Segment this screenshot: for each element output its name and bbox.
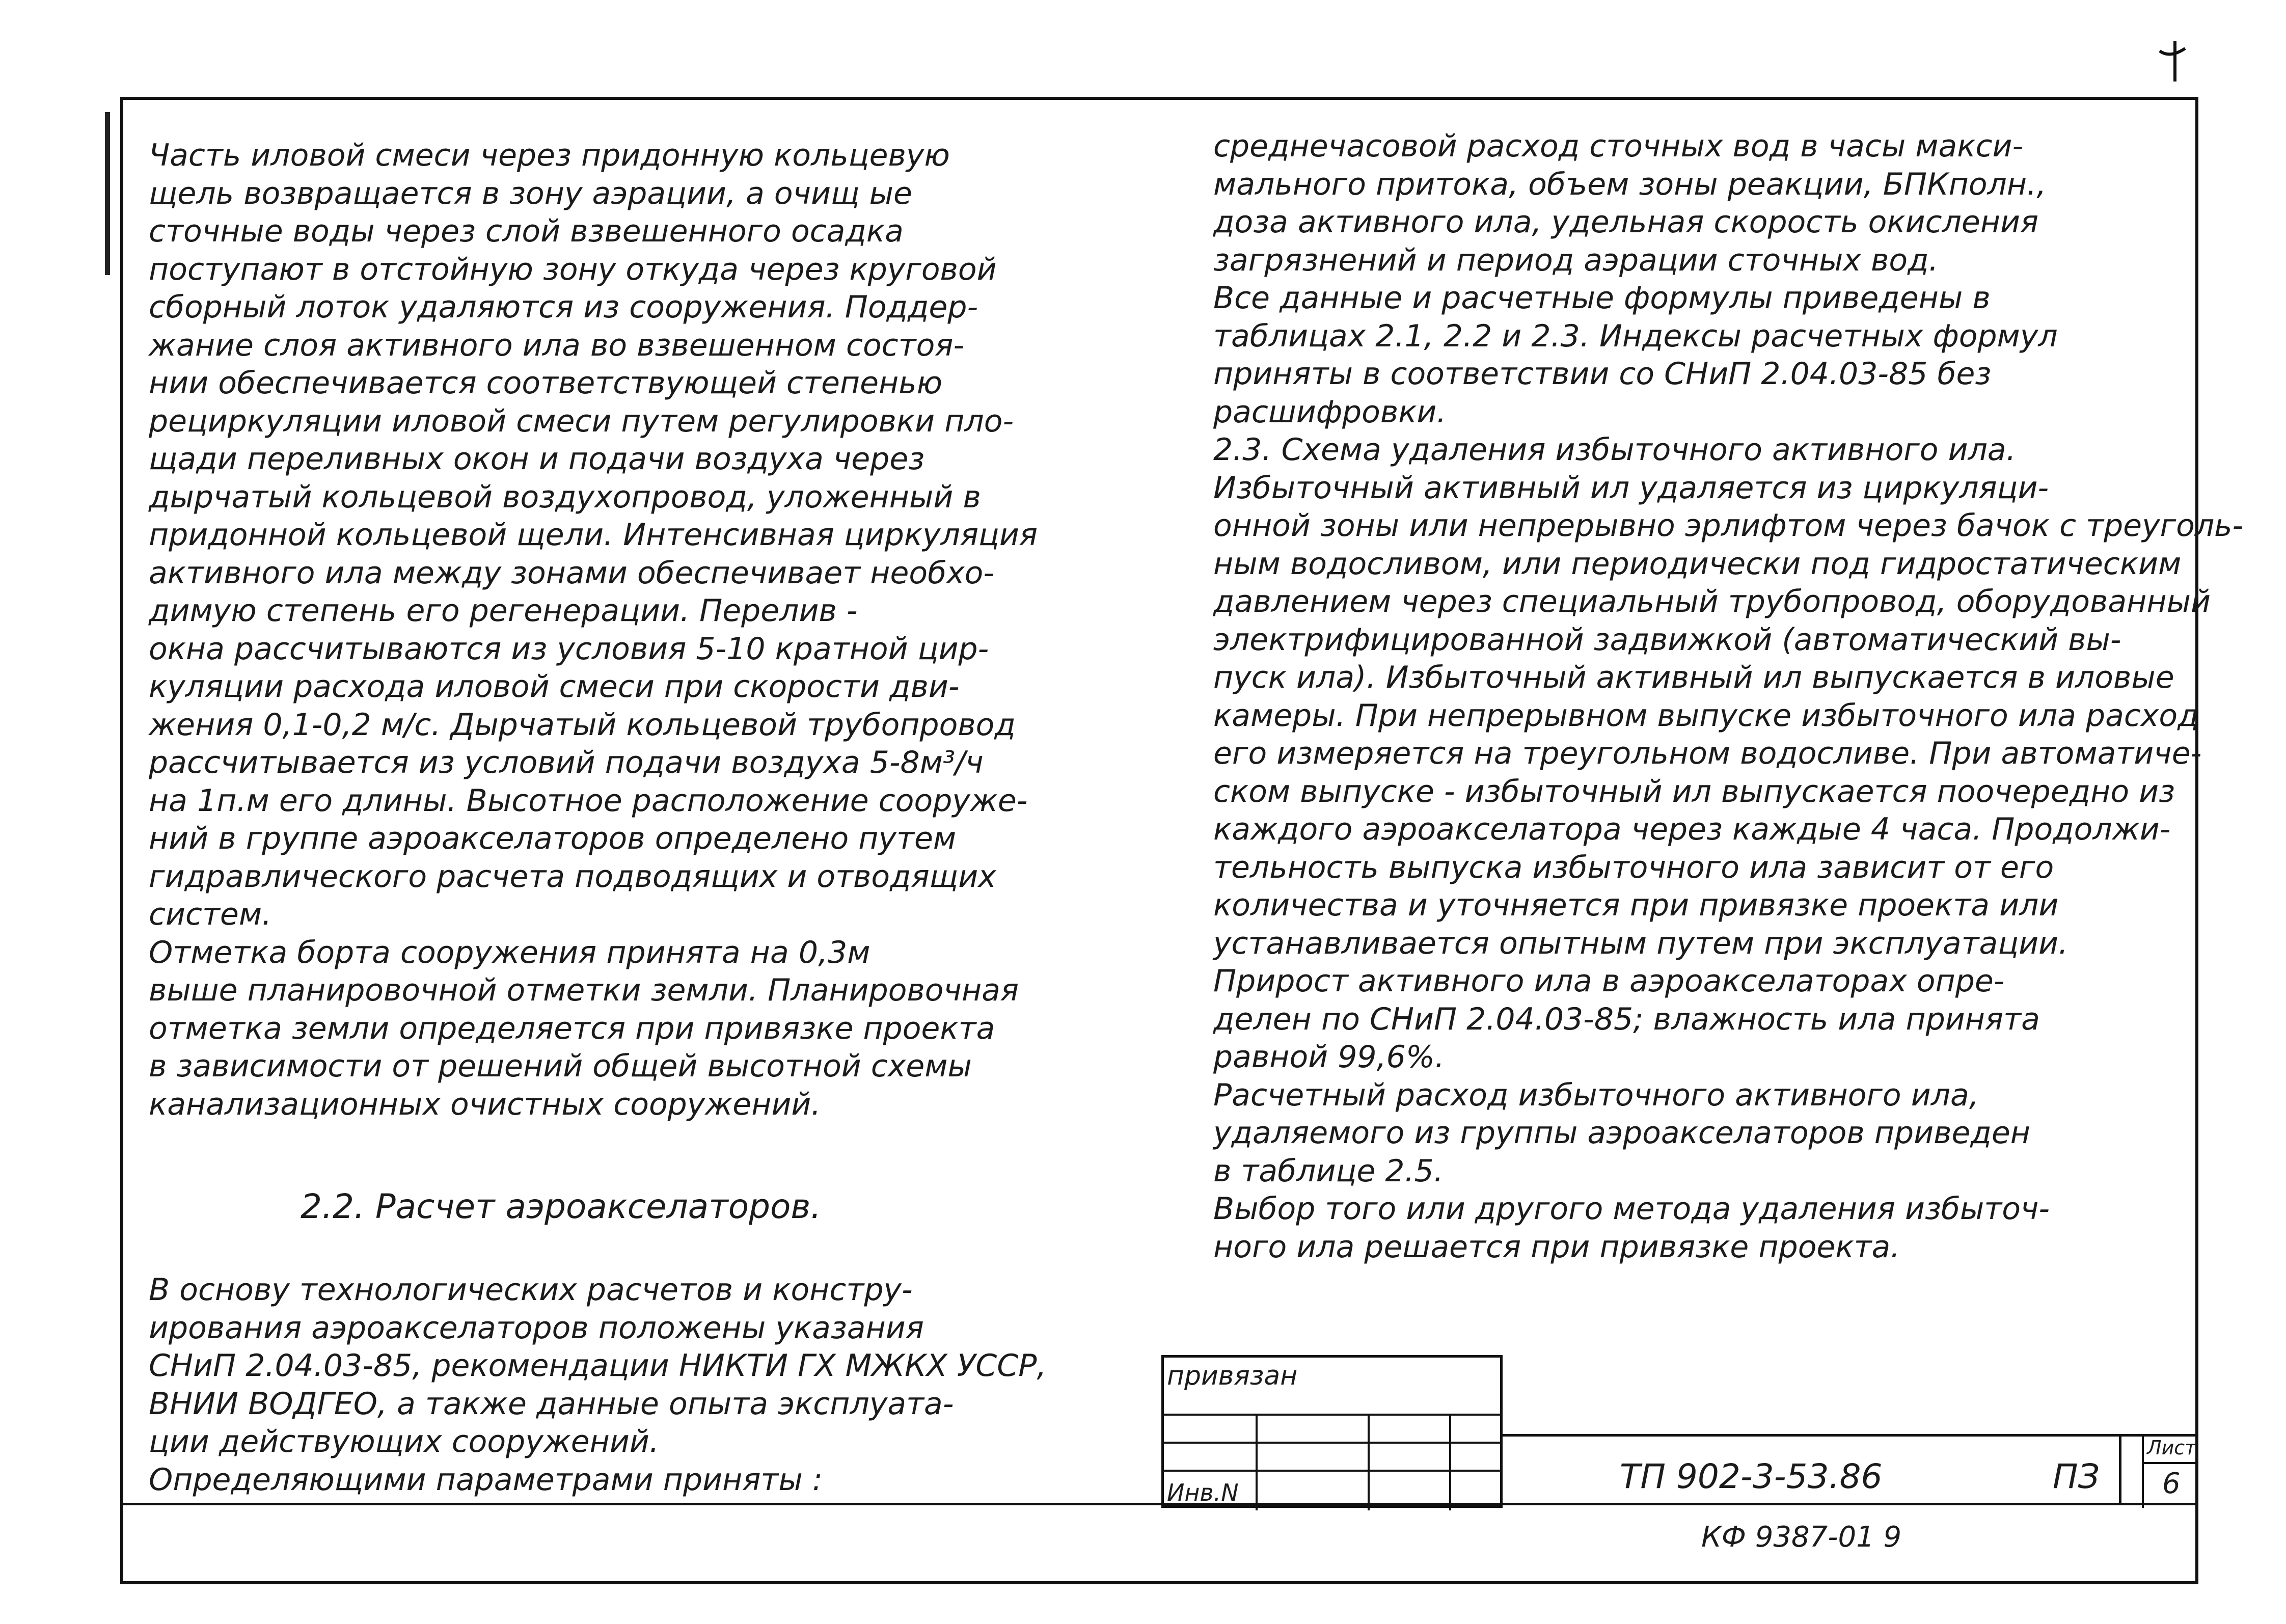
text-line: давлением через специальный трубопровод, оборудованный <box>1213 584 2211 619</box>
stamp-col-line-3 <box>1449 1414 1451 1510</box>
text-line: Определяющими параметрами приняты : <box>149 1461 823 1498</box>
sheet-box-divider <box>2142 1462 2198 1464</box>
text-line: куляции расхода иловой смеси при скорости дви- <box>149 669 960 705</box>
text-line: равной 99,6%. <box>1213 1039 1445 1075</box>
text-line: ирования аэроакселаторов положены указания <box>149 1310 924 1346</box>
title-block-top-line <box>1500 1434 2198 1437</box>
document-designation: ТП 902-3-53.86 <box>1620 1457 1883 1496</box>
right-paragraph-block <box>1213 127 2243 1266</box>
text-line: сборный лоток удаляются из сооружения. Поддер- <box>149 289 978 325</box>
corner-tick-mark <box>2124 31 2200 82</box>
text-line: тельность выпуска избыточного ила зависит от его <box>1213 849 2054 885</box>
text-line: ным водосливом, или периодически под гидростатическим <box>1213 546 2182 582</box>
text-line: его измеряется на треугольном водосливе. При автоматиче- <box>1213 736 2202 771</box>
inv-number-label: Инв.N <box>1167 1479 1239 1506</box>
text-line: приняты в соответствии со СНиП 2.04.03-85 без <box>1213 356 1992 392</box>
text-line: рассчитывается из условий подачи воздуха 5-8м³/ч <box>149 745 984 780</box>
text-line: нии обеспечивается соответствующей степенью <box>149 365 943 401</box>
privyazan-label: привязан <box>1167 1361 1298 1391</box>
text-line: Все данные и расчетные формулы приведены в <box>1213 280 1991 316</box>
text-line: Отметка борта сооружения принята на 0,3м <box>149 934 870 970</box>
sheet-label: Лист <box>2147 1437 2196 1459</box>
sheet-box-vline <box>2142 1437 2144 1508</box>
text-line: канализационных очистных сооружений. <box>149 1086 821 1122</box>
text-line: дырчатый кольцевой воздухопровод, уложенный в <box>149 479 981 515</box>
text-line: поступают в отстойную зону откуда через круговой <box>149 251 997 287</box>
left-paragraph-block <box>149 137 1038 1123</box>
text-line: окна рассчитываются из условия 5-10 кратной цир- <box>149 631 989 667</box>
text-line: ний в группе аэроакселаторов определено путем <box>149 821 957 856</box>
text-line: жание слоя активного ила во взвешенном состоя- <box>149 327 965 363</box>
bottom-divider-line <box>120 1503 2198 1505</box>
text-line: Расчетный расход избыточного активного ила, <box>1213 1077 1979 1113</box>
text-line: активного ила между зонами обеспечивает необхо- <box>149 555 994 591</box>
text-line: удаляемого из группы аэроакселаторов приведен <box>1213 1115 2031 1151</box>
text-line: делен по СНиП 2.04.03-85; влажность ила принята <box>1213 1001 2040 1037</box>
left-text-column-lower <box>149 1271 1046 1499</box>
left-paragraph-block-lower <box>149 1271 1046 1499</box>
text-line: в зависимости от решений общей высотной схемы <box>149 1048 972 1084</box>
text-line: систем. <box>149 897 272 932</box>
text-line: димую степень его регенерации. Перелив - <box>149 593 858 629</box>
text-line: пуск ила). Избыточный активный ил выпускается в иловые <box>1213 660 2174 695</box>
text-line: среднечасовой расход сточных вод в часы макси- <box>1213 128 2024 164</box>
right-text-column <box>1213 127 2243 1266</box>
archive-code: КФ 9387-01 9 <box>1701 1521 1902 1554</box>
binding-margin-mark <box>105 112 110 275</box>
section-code: ПЗ <box>2053 1457 2100 1496</box>
text-line: щади переливных окон и подачи воздуха через <box>149 441 925 477</box>
text-line: камеры. При непрерывном выпуске избыточного ила расход <box>1213 697 2199 734</box>
text-line: СНиП 2.04.03-85, рекомендации НИКТИ ГХ МЖКХ УССР, <box>149 1348 1047 1384</box>
text-line: Часть иловой смеси через придонную кольцевую <box>149 138 950 173</box>
text-line: доза активного ила, удельная скорость окисления <box>1213 204 2039 240</box>
text-line: 2.3. Схема удаления избыточного активного ила. <box>1213 432 2016 468</box>
text-line: щель возвращается в зону аэрации, а очищ ые <box>149 175 912 211</box>
left-text-column <box>149 137 1038 1123</box>
text-line: ВНИИ ВОДГЕО, а также данные опыта эксплуата- <box>149 1386 954 1422</box>
text-line: жения 0,1-0,2 м/с. Дырчатый кольцевой трубопровод <box>149 707 1016 743</box>
text-line: Избыточный активный ил удаляется из циркуляци- <box>1213 470 2049 506</box>
text-line: каждого аэроакселатора через каждые 4 часа. Продолжи- <box>1213 811 2171 847</box>
text-line: мального притока, объем зоны реакции, БПКполн., <box>1213 166 2047 202</box>
text-line: Выбор того или другого метода удаления избыточ- <box>1213 1191 2050 1227</box>
text-line: устанавливается опытным путем при эксплуатации. <box>1213 925 2069 961</box>
text-line: количества и уточняется при привязке проекта или <box>1213 887 2059 923</box>
text-line: ции действующих сооружений. <box>149 1424 659 1459</box>
text-line: в таблице 2.5. <box>1213 1153 1444 1189</box>
text-line: придонной кольцевой щели. Интенсивная циркуляция <box>149 517 1038 553</box>
text-line: В основу технологических расчетов и констру- <box>149 1272 913 1308</box>
text-line: сточные воды через слой взвешенного осадка <box>149 213 904 249</box>
text-line: загрязнений и период аэрации сточных вод. <box>1213 242 1939 278</box>
sheet-box <box>2119 1434 2198 1505</box>
stamp-col-line-2 <box>1368 1414 1370 1510</box>
text-line: рециркуляции иловой смеси путем регулировки пло- <box>149 403 1014 439</box>
text-line: таблицах 2.1, 2.2 и 2.3. Индексы расчетных формул <box>1213 318 2058 354</box>
text-line: выше планировочной отметки земли. Планировочная <box>149 972 1019 1008</box>
text-line: электрифицированной задвижкой (автоматический вы- <box>1213 621 2121 658</box>
text-line: отметка земли определяется при привязке проекта <box>149 1010 995 1046</box>
text-line: ском выпуске - избыточный ил выпускается поочередно из <box>1213 773 2175 809</box>
text-line: ного ила решается при привязке проекта. <box>1213 1229 1900 1265</box>
privyazan-stamp <box>1161 1355 1503 1508</box>
text-line: онной зоны или непрерывно эрлифтом через бачок с треуголь- <box>1213 508 2244 544</box>
sheet-number: 6 <box>2162 1467 2181 1500</box>
section-heading-2-2: 2.2. Расчет аэроакселаторов. <box>301 1187 822 1226</box>
stamp-col-line-1 <box>1256 1414 1258 1510</box>
text-line: на 1п.м его длины. Высотное расположение сооруже- <box>149 782 1028 819</box>
text-line: гидравлического расчета подводящих и отводящих <box>149 858 996 895</box>
text-line: расшифровки. <box>1213 394 1447 430</box>
text-line: Прирост активного ила в аэроакселаторах опре- <box>1213 963 2005 999</box>
